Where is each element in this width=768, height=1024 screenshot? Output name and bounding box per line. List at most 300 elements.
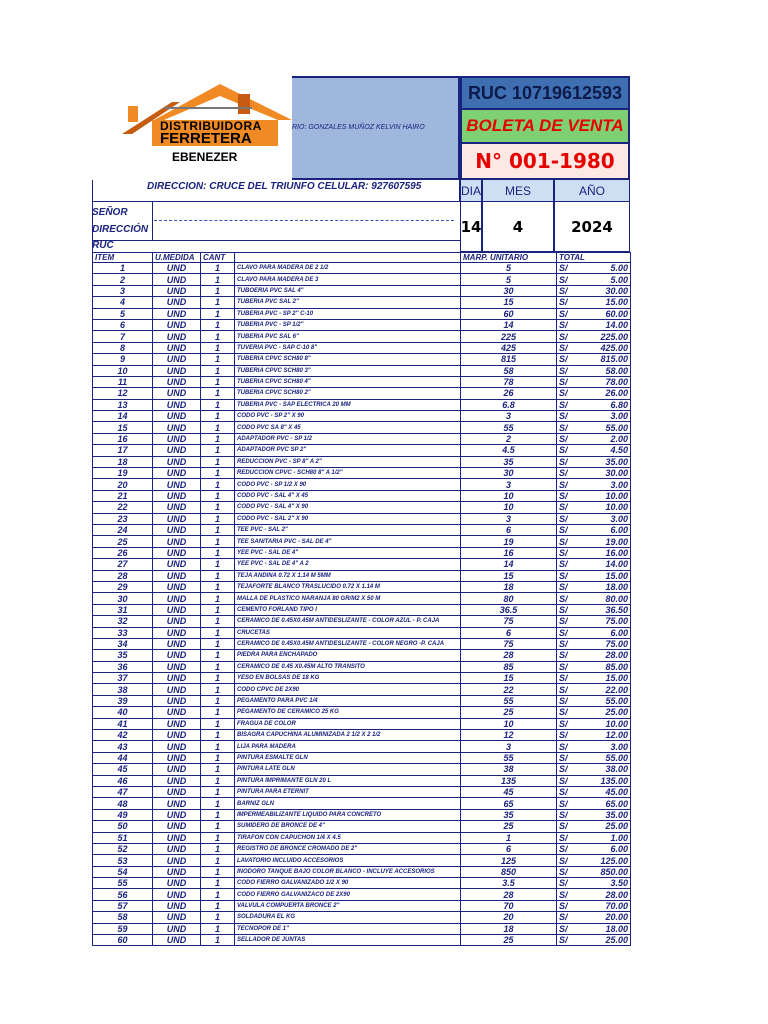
currency-symbol: S/: [557, 741, 579, 752]
item-unit-price: 55: [461, 752, 557, 763]
table-row: [93, 604, 631, 615]
currency-symbol: S/: [557, 707, 579, 718]
item-total: 1.00: [579, 832, 631, 843]
item-quantity: 1: [201, 616, 235, 627]
item-description: TUBERIA CPVC SCH80 2": [235, 388, 461, 399]
table-row: [93, 935, 631, 946]
item-unit: UND: [153, 638, 201, 649]
item-quantity: 1: [201, 411, 235, 422]
item-number: 4: [93, 297, 153, 308]
item-unit: UND: [153, 752, 201, 763]
table-row: [93, 912, 631, 923]
item-unit: UND: [153, 843, 201, 854]
item-unit: UND: [153, 263, 201, 274]
item-unit: UND: [153, 923, 201, 934]
item-unit: UND: [153, 581, 201, 592]
item-total: 36.50: [579, 604, 631, 615]
item-unit-price: 10: [461, 718, 557, 729]
item-unit: UND: [153, 524, 201, 535]
item-quantity: 1: [201, 661, 235, 672]
item-total: 225.00: [579, 331, 631, 342]
item-number: 37: [93, 673, 153, 684]
currency-symbol: S/: [557, 365, 579, 376]
item-description: CEMENTO FORLAND TIPO I: [235, 604, 461, 615]
item-description: CLAVO PARA MADERA DE 3: [235, 274, 461, 285]
item-description: PINTURA PARA ETERNIT: [235, 786, 461, 797]
item-total: 6.00: [579, 843, 631, 854]
item-description: YEE PVC - SAL DE 4": [235, 547, 461, 558]
table-row: [93, 399, 631, 410]
item-unit: UND: [153, 365, 201, 376]
item-total: 6.00: [579, 627, 631, 638]
item-unit: UND: [153, 433, 201, 444]
item-quantity: 1: [201, 718, 235, 729]
table-row: [93, 502, 631, 513]
item-number: 54: [93, 866, 153, 877]
item-unit-price: 20: [461, 912, 557, 923]
table-row: [93, 843, 631, 854]
item-description: PEGAMENTO PARA PVC 1/4: [235, 695, 461, 706]
item-unit-price: 70: [461, 900, 557, 911]
item-number: 21: [93, 490, 153, 501]
table-row: [93, 433, 631, 444]
item-unit-price: 10: [461, 502, 557, 513]
currency-symbol: S/: [557, 547, 579, 558]
currency-symbol: S/: [557, 866, 579, 877]
item-description: TUBERIA PVC SAL 2": [235, 297, 461, 308]
table-header-row: [93, 253, 631, 263]
item-unit: UND: [153, 593, 201, 604]
item-description: CODO FIERRO GALVANIZADO 1/2 X 90: [235, 878, 461, 889]
header-unit-price: MARP. UNITARIO: [461, 253, 557, 263]
item-number: 25: [93, 536, 153, 547]
item-description: CODO PVC - SAL 4" X 90: [235, 502, 461, 513]
item-unit-price: 15: [461, 297, 557, 308]
item-number: 53: [93, 855, 153, 866]
item-number: 10: [93, 365, 153, 376]
item-quantity: 1: [201, 559, 235, 570]
item-unit: UND: [153, 342, 201, 353]
item-unit-price: 60: [461, 308, 557, 319]
currency-symbol: S/: [557, 764, 579, 775]
item-quantity: 1: [201, 866, 235, 877]
item-unit: UND: [153, 490, 201, 501]
item-unit: UND: [153, 730, 201, 741]
item-unit: UND: [153, 707, 201, 718]
currency-symbol: S/: [557, 411, 579, 422]
table-row: [93, 490, 631, 501]
item-quantity: 1: [201, 809, 235, 820]
item-unit-price: 30: [461, 468, 557, 479]
item-total: 20.00: [579, 912, 631, 923]
item-total: 3.00: [579, 741, 631, 752]
item-quantity: 1: [201, 536, 235, 547]
item-quantity: 1: [201, 878, 235, 889]
item-unit: UND: [153, 695, 201, 706]
item-unit-price: 5: [461, 263, 557, 274]
item-number: 45: [93, 764, 153, 775]
year-value: 2024: [554, 202, 630, 252]
item-unit-price: 75: [461, 616, 557, 627]
item-unit-price: 5: [461, 274, 557, 285]
table-row: [93, 673, 631, 684]
item-unit-price: 38: [461, 764, 557, 775]
item-total: 28.00: [579, 650, 631, 661]
item-unit: UND: [153, 308, 201, 319]
item-number: 15: [93, 422, 153, 433]
currency-symbol: S/: [557, 490, 579, 501]
item-unit-price: 35: [461, 809, 557, 820]
item-quantity: 1: [201, 604, 235, 615]
item-number: 33: [93, 627, 153, 638]
item-description: LAVATORIO INCLUIDO ACCESORIOS: [235, 855, 461, 866]
item-number: 23: [93, 513, 153, 524]
item-description: TIRAFON CON CAPUCHON 1/4 X 4.5: [235, 832, 461, 843]
item-description: CODO PVC - SP 1/2 X 90: [235, 479, 461, 490]
item-quantity: 1: [201, 832, 235, 843]
item-unit: UND: [153, 764, 201, 775]
item-unit: UND: [153, 285, 201, 296]
item-number: 51: [93, 832, 153, 843]
table-row: [93, 319, 631, 330]
item-total: 135.00: [579, 775, 631, 786]
header-unit: U.MEDIDA: [153, 253, 201, 263]
currency-symbol: S/: [557, 263, 579, 274]
item-quantity: 1: [201, 581, 235, 592]
currency-symbol: S/: [557, 821, 579, 832]
item-description: CERAMICO DE 0.45X0.45M ANTIDESLIZANTE - COLOR AZUL - P. CAJA: [235, 616, 461, 627]
item-unit: UND: [153, 547, 201, 558]
item-total: 815.00: [579, 354, 631, 365]
item-number: 49: [93, 809, 153, 820]
item-unit: UND: [153, 650, 201, 661]
month-value: 4: [482, 202, 554, 252]
item-total: 16.00: [579, 547, 631, 558]
table-row: [93, 718, 631, 729]
currency-symbol: S/: [557, 399, 579, 410]
item-quantity: 1: [201, 923, 235, 934]
item-quantity: 1: [201, 422, 235, 433]
table-row: [93, 388, 631, 399]
item-number: 26: [93, 547, 153, 558]
item-description: REDUCCION CPVC - SCH80 8" A 1/2": [235, 468, 461, 479]
item-description: PEGAMENTO DE CERAMICO 25 KG: [235, 707, 461, 718]
item-total: 55.00: [579, 695, 631, 706]
customer-name-field[interactable]: [154, 220, 454, 221]
item-total: 75.00: [579, 616, 631, 627]
item-unit: UND: [153, 673, 201, 684]
item-unit: UND: [153, 354, 201, 365]
currency-symbol: S/: [557, 388, 579, 399]
item-unit-price: 1: [461, 832, 557, 843]
item-quantity: 1: [201, 684, 235, 695]
item-number: 43: [93, 741, 153, 752]
currency-symbol: S/: [557, 730, 579, 741]
item-unit-price: 25: [461, 707, 557, 718]
item-description: CERAMICO DE 0.45X0.45M ANTIDESLIZANTE - COLOR NEGRO -P. CAJA: [235, 638, 461, 649]
item-total: 75.00: [579, 638, 631, 649]
table-row: [93, 866, 631, 877]
table-row: [93, 456, 631, 467]
item-total: 60.00: [579, 308, 631, 319]
item-description: FRAGUA DE COLOR: [235, 718, 461, 729]
item-total: 25.00: [579, 935, 631, 946]
item-quantity: 1: [201, 786, 235, 797]
item-quantity: 1: [201, 764, 235, 775]
item-quantity: 1: [201, 821, 235, 832]
item-total: 55.00: [579, 422, 631, 433]
table-row: [93, 536, 631, 547]
item-unit: UND: [153, 468, 201, 479]
currency-symbol: S/: [557, 935, 579, 946]
item-quantity: 1: [201, 524, 235, 535]
table-row: [93, 365, 631, 376]
item-total: 2.00: [579, 433, 631, 444]
item-number: 48: [93, 798, 153, 809]
item-description: TUBERIA PVC - SP 1/2": [235, 319, 461, 330]
item-quantity: 1: [201, 308, 235, 319]
item-unit: UND: [153, 616, 201, 627]
item-description: SELLADOR DE JUNTAS: [235, 935, 461, 946]
item-unit-price: 135: [461, 775, 557, 786]
item-description: YEE PVC - SAL DE 4" A 2: [235, 559, 461, 570]
item-total: 14.00: [579, 319, 631, 330]
currency-symbol: S/: [557, 673, 579, 684]
item-unit: UND: [153, 855, 201, 866]
table-row: [93, 821, 631, 832]
currency-symbol: S/: [557, 752, 579, 763]
item-total: 65.00: [579, 798, 631, 809]
item-quantity: 1: [201, 468, 235, 479]
item-number: 9: [93, 354, 153, 365]
item-number: 55: [93, 878, 153, 889]
item-number: 14: [93, 411, 153, 422]
item-unit: UND: [153, 456, 201, 467]
item-unit: UND: [153, 741, 201, 752]
item-unit-price: 65: [461, 798, 557, 809]
currency-symbol: S/: [557, 274, 579, 285]
table-row: [93, 741, 631, 752]
item-unit-price: 55: [461, 695, 557, 706]
company-name: EBENEZER: [172, 150, 238, 164]
item-total: 18.00: [579, 923, 631, 934]
item-unit-price: 35: [461, 456, 557, 467]
item-unit: UND: [153, 786, 201, 797]
item-description: CRUCETAS: [235, 627, 461, 638]
item-total: 18.00: [579, 581, 631, 592]
table-row: [93, 445, 631, 456]
table-row: [93, 775, 631, 786]
currency-symbol: S/: [557, 319, 579, 330]
item-unit-price: 4.5: [461, 445, 557, 456]
logo-text-distribuidora: DISTRIBUIDORA: [160, 119, 262, 133]
item-number: 59: [93, 923, 153, 934]
table-row: [93, 638, 631, 649]
item-unit: UND: [153, 376, 201, 387]
item-description: SUMIDERO DE BRONCE DE 4": [235, 821, 461, 832]
table-row: [93, 513, 631, 524]
table-row: [93, 331, 631, 342]
item-number: 11: [93, 376, 153, 387]
header-description: [235, 253, 461, 263]
item-unit-price: 55: [461, 422, 557, 433]
item-unit: UND: [153, 331, 201, 342]
item-description: CODO PVC SA 8" X 45: [235, 422, 461, 433]
table-row: [93, 661, 631, 672]
table-row: [93, 878, 631, 889]
item-description: TEE SANITARIA PVC - SAL DE 4": [235, 536, 461, 547]
item-quantity: 1: [201, 445, 235, 456]
item-unit: UND: [153, 821, 201, 832]
table-row: [93, 809, 631, 820]
item-unit: UND: [153, 935, 201, 946]
item-total: 28.00: [579, 889, 631, 900]
address-line: DIRECCION: CRUCE DEL TRIUNFO CELULAR: 927607595: [92, 180, 460, 202]
item-total: 25.00: [579, 707, 631, 718]
item-total: 22.00: [579, 684, 631, 695]
currency-symbol: S/: [557, 308, 579, 319]
item-number: 30: [93, 593, 153, 604]
item-total: 425.00: [579, 342, 631, 353]
item-unit: UND: [153, 832, 201, 843]
currency-symbol: S/: [557, 456, 579, 467]
item-number: 8: [93, 342, 153, 353]
item-number: 60: [93, 935, 153, 946]
item-description: YESO EN BOLSAS DE 18 KG: [235, 673, 461, 684]
table-row: [93, 354, 631, 365]
item-description: TUBERIA CPVC SCH80 4": [235, 376, 461, 387]
currency-symbol: S/: [557, 718, 579, 729]
table-row: [93, 297, 631, 308]
item-description: REDUCCION PVC - SP 8" A 2": [235, 456, 461, 467]
item-number: 35: [93, 650, 153, 661]
item-description: CODO PVC - SAL 2" X 90: [235, 513, 461, 524]
item-number: 16: [93, 433, 153, 444]
item-number: 6: [93, 319, 153, 330]
item-number: 56: [93, 889, 153, 900]
item-quantity: 1: [201, 798, 235, 809]
currency-symbol: S/: [557, 900, 579, 911]
currency-symbol: S/: [557, 695, 579, 706]
currency-symbol: S/: [557, 536, 579, 547]
item-description: PINTURA ESMALTE GLN: [235, 752, 461, 763]
table-row: [93, 422, 631, 433]
item-unit: UND: [153, 479, 201, 490]
item-unit: UND: [153, 502, 201, 513]
item-number: 5: [93, 308, 153, 319]
item-total: 12.00: [579, 730, 631, 741]
item-quantity: 1: [201, 433, 235, 444]
item-unit: UND: [153, 319, 201, 330]
currency-symbol: S/: [557, 832, 579, 843]
table-row: [93, 479, 631, 490]
currency-symbol: S/: [557, 502, 579, 513]
item-quantity: 1: [201, 456, 235, 467]
item-total: 3.00: [579, 513, 631, 524]
logo-text-ferretera: FERRETERA: [160, 130, 252, 147]
item-total: 55.00: [579, 752, 631, 763]
item-unit-price: 36.5: [461, 604, 557, 615]
currency-symbol: S/: [557, 354, 579, 365]
item-quantity: 1: [201, 319, 235, 330]
item-quantity: 1: [201, 570, 235, 581]
table-row: [93, 855, 631, 866]
item-unit-price: 10: [461, 490, 557, 501]
item-description: CODO PVC - SP 2" X 90: [235, 411, 461, 422]
item-total: 80.00: [579, 593, 631, 604]
item-unit-price: 3: [461, 411, 557, 422]
item-total: 3.50: [579, 878, 631, 889]
table-row: [93, 786, 631, 797]
item-unit-price: 850: [461, 866, 557, 877]
item-quantity: 1: [201, 741, 235, 752]
customer-divider: [152, 202, 153, 240]
items-table: [92, 252, 631, 946]
item-description: TUBOERIA PVC SAL 4": [235, 285, 461, 296]
item-quantity: 1: [201, 843, 235, 854]
header-total: TOTAL: [557, 253, 631, 263]
item-description: BARNIZ GLN: [235, 798, 461, 809]
table-row: [93, 707, 631, 718]
item-unit: UND: [153, 445, 201, 456]
item-unit: UND: [153, 718, 201, 729]
item-unit-price: 25: [461, 935, 557, 946]
currency-symbol: S/: [557, 593, 579, 604]
currency-symbol: S/: [557, 627, 579, 638]
item-unit: UND: [153, 684, 201, 695]
item-unit: UND: [153, 775, 201, 786]
item-number: 57: [93, 900, 153, 911]
item-total: 10.00: [579, 502, 631, 513]
item-unit: UND: [153, 411, 201, 422]
item-quantity: 1: [201, 502, 235, 513]
item-unit-price: 58: [461, 365, 557, 376]
item-total: 3.00: [579, 479, 631, 490]
item-description: TUBERIA PVC - SAP ELECTRICA 20 MM: [235, 399, 461, 410]
item-unit-price: 6.8: [461, 399, 557, 410]
table-row: [93, 650, 631, 661]
item-quantity: 1: [201, 285, 235, 296]
item-number: 28: [93, 570, 153, 581]
currency-symbol: S/: [557, 775, 579, 786]
item-quantity: 1: [201, 707, 235, 718]
table-row: [93, 559, 631, 570]
table-row: [93, 627, 631, 638]
item-quantity: 1: [201, 354, 235, 365]
company-logo: [92, 76, 292, 180]
item-unit: UND: [153, 422, 201, 433]
item-description: PINTURA LATE GLN: [235, 764, 461, 775]
receipt-sheet: [92, 76, 630, 954]
item-unit-price: 225: [461, 331, 557, 342]
item-unit: UND: [153, 912, 201, 923]
item-quantity: 1: [201, 376, 235, 387]
item-total: 30.00: [579, 468, 631, 479]
item-quantity: 1: [201, 627, 235, 638]
item-quantity: 1: [201, 342, 235, 353]
item-unit-price: 28: [461, 650, 557, 661]
item-number: 27: [93, 559, 153, 570]
currency-symbol: S/: [557, 855, 579, 866]
table-row: [93, 616, 631, 627]
item-quantity: 1: [201, 399, 235, 410]
item-unit-price: 26: [461, 388, 557, 399]
currency-symbol: S/: [557, 604, 579, 615]
item-number: 3: [93, 285, 153, 296]
currency-symbol: S/: [557, 285, 579, 296]
item-description: CERAMICO DE 0.45 X0.45M ALTO TRANSITO: [235, 661, 461, 672]
item-unit: UND: [153, 889, 201, 900]
